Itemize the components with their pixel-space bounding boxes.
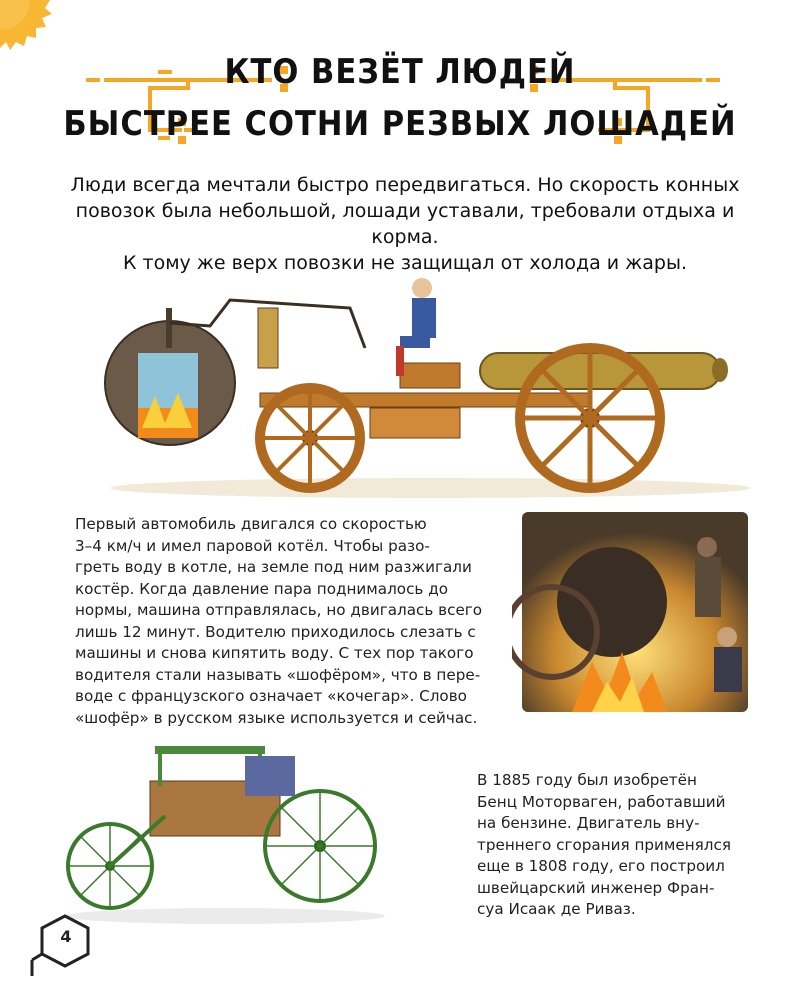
text-line: «шофёр» в русском языке используется и сейчас. [75, 708, 478, 727]
text-line: греть воду в котле, на земле под ним разжигали [75, 558, 472, 576]
title-line-2: БЫСТРЕЕ СОТНИ РЕЗВЫХ ЛОШАДЕЙ [63, 104, 737, 144]
text-line: еще в 1808 году, его построил [477, 857, 725, 875]
text-line: Бенц Моторваген, работавший [477, 792, 726, 811]
intro-line: повозок была небольшой, лошади уставали, требовали отдыха и корма. [75, 200, 735, 248]
benz-description [477, 770, 747, 921]
text-line: В 1885 году был изобретён [477, 771, 697, 789]
steam-carriage-illustration [100, 268, 760, 500]
text-line: воде с французского означает «кочегар». Слово [75, 687, 467, 705]
front-wheel-icon [260, 388, 360, 488]
text-line: 3–4 км/ч и имел паровой котёл. Чтобы разо- [75, 536, 430, 555]
text-line: водителя стали называть «шофёром», что в пере- [75, 665, 481, 684]
intro-line: К тому же верх повозки не защищал от холода и жары. [122, 252, 688, 274]
steam-car-description [75, 514, 505, 729]
driver-figure-icon [396, 278, 436, 376]
rear-wheel-icon [265, 791, 375, 901]
text-line: суа Исаак де Риваз. [477, 900, 636, 918]
intro-paragraph [60, 172, 750, 276]
text-line: нормы, машина отправлялась, но двигалась всего [75, 601, 483, 619]
rear-wheel-icon [520, 348, 660, 488]
benz-motorwagen-illustration [55, 726, 385, 926]
boiler-icon [105, 308, 235, 445]
page-number: 4 [60, 927, 72, 946]
page-title [0, 52, 800, 162]
text-line: на бензине. Двигатель вну- [477, 814, 700, 832]
text-line: швейцарский инженер Фран- [477, 878, 715, 897]
title-line-1: КТО ВЕЗЁТ ЛЮДЕЙ [224, 52, 576, 92]
text-line: лишь 12 минут. Водителю приходилось слезать с [75, 622, 476, 641]
intro-line: Люди всегда мечтали быстро передвигаться. Но скорость конных [70, 174, 740, 196]
text-line: машины и снова кипятить воду. С тех пор такого [75, 644, 474, 662]
text-line: костёр. Когда давление пара поднималось до [75, 579, 448, 598]
text-line: Первый автомобиль двигался со скоростью [75, 515, 427, 533]
text-line: треннего сгорания применялся [477, 835, 731, 854]
boiler-fire-illustration [512, 512, 758, 722]
